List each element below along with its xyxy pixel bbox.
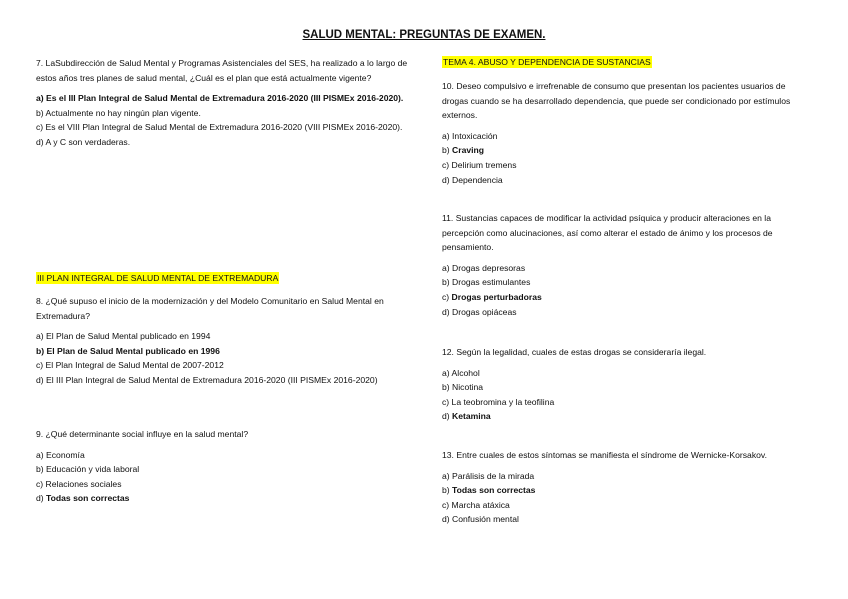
question-text: 8. ¿Qué supuso el inicio de la modernización y del Modelo Comunitario en Salud Mental en Extremadura? [36, 296, 384, 321]
option-b: b) Nicotina [442, 382, 484, 393]
option-b [442, 483, 814, 498]
option-prefix: c) [442, 291, 452, 302]
section-heading-tema4: TEMA 4. ABUSO Y DEPENDENCIA DE SUSTANCIAS [443, 57, 651, 67]
option-c: c) Relaciones sociales [36, 478, 122, 489]
option-a: a) Drogas depresoras [442, 262, 526, 273]
correct-answer: Drogas perturbadoras [451, 291, 542, 302]
option-a: a) El Plan de Salud Mental publicado en 1994 [36, 331, 211, 342]
question-8 [36, 294, 408, 388]
question-11 [442, 211, 814, 319]
option-prefix: b) [442, 145, 453, 156]
option-c: c) Marcha atáxica [442, 499, 510, 510]
option-a: a) Parálisis de la mirada [442, 470, 535, 481]
option-b [442, 143, 814, 158]
option-prefix: d) [36, 493, 47, 504]
option-c [442, 290, 814, 305]
option-d: d) El III Plan Integral de Salud Mental de Extremadura 2016-2020 (III PISMEx 2016-2020) [36, 374, 378, 385]
question-10 [442, 79, 814, 187]
correct-answer: Ketamina [452, 411, 491, 422]
section-heading-plan3: III PLAN INTEGRAL DE SALUD MENTAL DE EXTREMADURA [37, 273, 279, 283]
option-c: c) El Plan Integral de Salud Mental de 2007-2012 [36, 360, 224, 371]
option-c: c) Es el VIII Plan Integral de Salud Mental de Extremadura 2016-2020 (VIII PISMEx 2016-2020). [36, 122, 403, 133]
option-c: c) La teobromina y la teofilina [442, 396, 555, 407]
option-d: d) Confusión mental [442, 514, 519, 525]
question-13 [442, 448, 814, 527]
option-a: a) Economía [36, 449, 85, 460]
correct-answer: Todas son correctas [452, 485, 536, 496]
option-a: a) Es el III Plan Integral de Salud Mental de Extremadura 2016-2020 (III PISMEx 2016-2020). [36, 93, 404, 104]
option-b: b) El Plan de Salud Mental publicado en 1996 [36, 345, 220, 356]
option-prefix: d) [442, 411, 453, 422]
option-b: b) Drogas estimulantes [442, 277, 531, 288]
option-d: d) A y C son verdaderas. [36, 136, 131, 147]
question-text: 10. Deseo compulsivo e irrefrenable de consumo que presentan los pacientes usuarios de drogas cuando se ha desarrollado dependencia, que puede ser condicionado por estímulos externos. [442, 81, 791, 121]
option-a: a) Alcohol [442, 367, 480, 378]
page-title: SALUD MENTAL: PREGUNTAS DE EXAMEN. [302, 29, 546, 41]
option-d: d) Drogas opiáceas [442, 306, 517, 317]
question-text: 12. Según la legalidad, cuales de estas drogas se consideraría ilegal. [442, 347, 707, 357]
question-12 [442, 345, 814, 424]
question-text: 13. Entre cuales de estos síntomas se manifiesta el síndrome de Wernicke-Korsakov. [442, 450, 767, 460]
correct-answer: Todas son correctas [46, 493, 130, 504]
option-prefix: b) [442, 485, 453, 496]
option-d [442, 409, 814, 424]
option-a: a) Intoxicación [442, 130, 498, 141]
option-b: b) Educación y vida laboral [36, 464, 140, 475]
question-text: 11. Sustancias capaces de modificar la actividad psíquica y producir alteraciones en la percepción como alucinaciones, así como alterar el estado de ánimo y los procesos de pensamiento. [442, 213, 773, 253]
question-7 [36, 56, 408, 150]
option-d: d) Dependencia [442, 174, 503, 185]
question-text: 7. LaSubdirección de Salud Mental y Programas Asistenciales del SES, ha realizado a lo largo de estos años tres planes de salud mental, ¿Cuál es el plan que está actualmente vigente? [36, 58, 408, 83]
correct-answer: Craving [452, 145, 485, 156]
option-b: b) Actualmente no hay ningún plan vigente. [36, 107, 201, 118]
option-d [36, 491, 408, 506]
question-9 [36, 427, 408, 506]
question-text: 9. ¿Qué determinante social influye en la salud mental? [36, 429, 249, 439]
option-c: c) Delirium tremens [442, 159, 517, 170]
